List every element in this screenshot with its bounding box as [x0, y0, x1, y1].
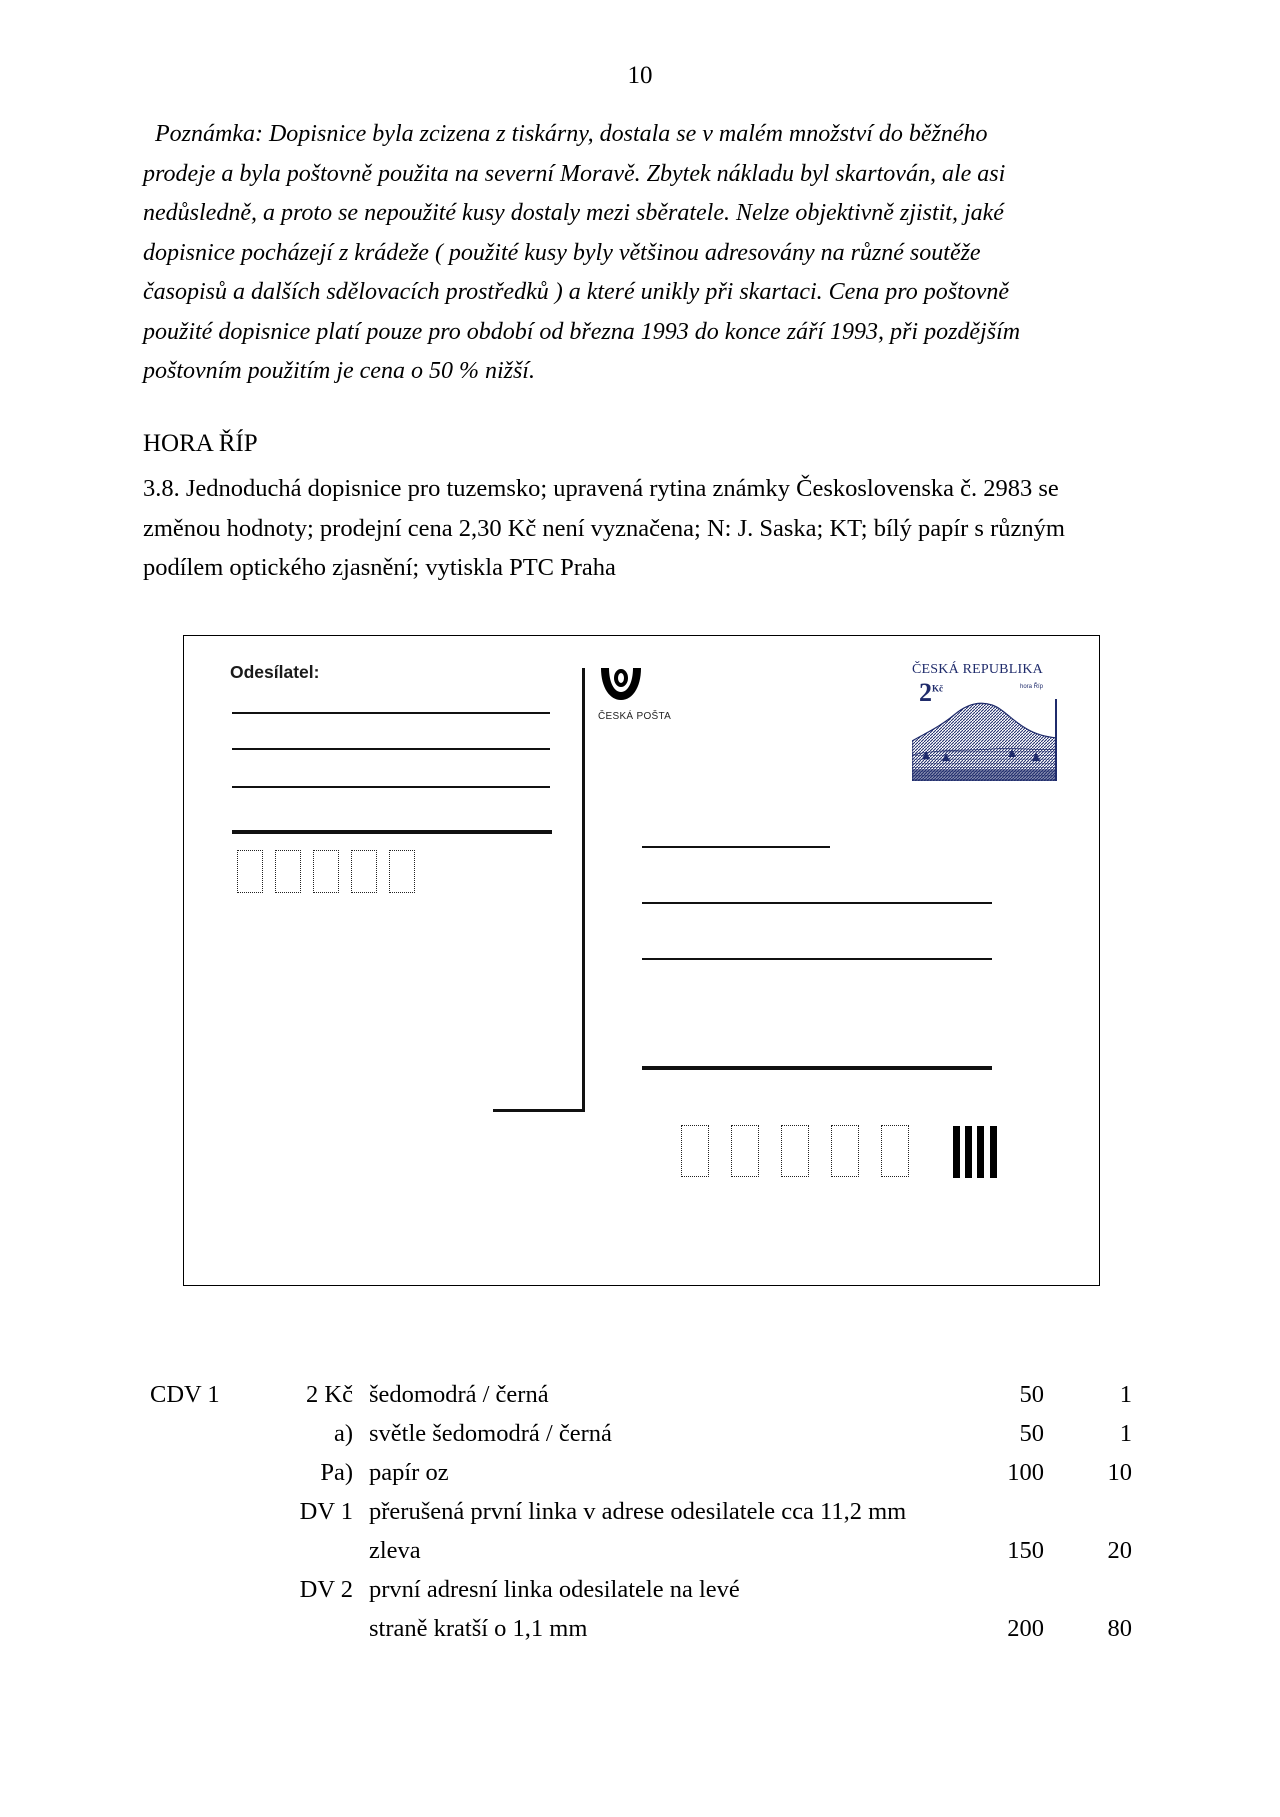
stamp-currency: Kč [932, 683, 943, 694]
sender-line [232, 786, 550, 788]
recipient-line [642, 902, 992, 904]
row-desc: zleva [369, 1537, 421, 1564]
table-row [0, 1420, 1280, 1456]
row-desc: papír oz [369, 1459, 449, 1486]
postcard-image [183, 635, 1100, 1286]
recipient-line [642, 846, 830, 848]
table-row [0, 1381, 1280, 1417]
note-line: použité dopisnice platí pouze pro období od března 1993 do konce září 1993, při pozdějším [143, 318, 1021, 345]
divider-vertical [582, 668, 585, 1112]
note-paragraph [143, 115, 1141, 392]
row-price-unused: 150 [1007, 1537, 1044, 1564]
sender-zip-box [237, 850, 263, 893]
row-price-used: 1 [1119, 1420, 1132, 1447]
row-code: CDV 1 [150, 1381, 220, 1408]
table-row [0, 1459, 1280, 1495]
row-desc: šedomodrá / černá [369, 1381, 549, 1408]
note-line: časopisů a dalších sdělovacích prostředků ) a které unikly při skartaci. Cena pro poštovně [143, 279, 1010, 305]
mountain-engraving-icon [912, 691, 1057, 781]
sender-label: Odesílatel: [230, 662, 320, 682]
row-value: 2 Kč [306, 1381, 353, 1408]
row-value: a) [333, 1420, 353, 1447]
row-price-used: 10 [1107, 1459, 1132, 1486]
recipient-zip-box [681, 1125, 709, 1177]
recipient-line [642, 958, 992, 960]
row-price-unused: 100 [1007, 1459, 1044, 1486]
recipient-line-bold [642, 1066, 992, 1070]
description-paragraph [143, 469, 1143, 588]
section-heading: HORA ŘÍP [143, 430, 258, 457]
barcode-bar [977, 1126, 984, 1178]
row-desc: přerušená první linka v adrese odesilatele cca 11,2 mm [369, 1498, 907, 1525]
recipient-zip-box [881, 1125, 909, 1177]
stamp-value-number: 2 [919, 678, 932, 707]
post-horn-logo-icon [598, 662, 644, 706]
recipient-zip-box [731, 1125, 759, 1177]
page-number: 10 [627, 62, 653, 89]
row-price-unused: 50 [1019, 1381, 1044, 1408]
row-price-used: 1 [1119, 1381, 1132, 1408]
note-line: dopisnice pocházejí z krádeže ( použité kusy byly většinou adresovány na různé soutěže [143, 239, 981, 266]
sender-zip-box [275, 850, 301, 893]
row-value: Pa) [320, 1459, 353, 1486]
barcode-bar [953, 1126, 960, 1178]
barcode-bar [990, 1126, 997, 1178]
sender-line [232, 748, 550, 750]
divider-foot [493, 1109, 584, 1112]
table-row [0, 1537, 1280, 1573]
row-price-unused: 50 [1019, 1420, 1044, 1447]
row-desc: první adresní linka odesilatele na levé [369, 1576, 740, 1603]
post-name-label: ČESKÁ POŠTA [598, 711, 672, 722]
sender-line-bold [232, 830, 552, 834]
sender-zip-box [313, 850, 339, 893]
description-line: 3.8. Jednoduchá dopisnice pro tuzemsko; upravená rytina známky Československa č. 2983 se [143, 475, 1059, 502]
table-row [0, 1498, 1280, 1534]
note-line: prodeje a byla poštovně použita na severní Moravě. Zbytek nákladu byl skartován, ale asi [143, 160, 1006, 187]
row-price-unused: 200 [1007, 1615, 1044, 1642]
recipient-zip-box [781, 1125, 809, 1177]
row-value: DV 2 [299, 1576, 353, 1603]
barcode-bar [965, 1126, 972, 1178]
sender-zip-box [351, 850, 377, 893]
row-value: DV 1 [299, 1498, 353, 1525]
table-row [0, 1576, 1280, 1612]
stamp-country: ČESKÁ REPUBLIKA [912, 662, 1043, 677]
note-line: Poznámka: Dopisnice byla zcizena z tiskárny, dostala se v malém množství do běžného [155, 121, 988, 147]
row-price-used: 80 [1107, 1615, 1132, 1642]
table-row [0, 1615, 1280, 1651]
sender-zip-box [389, 850, 415, 893]
description-line: změnou hodnoty; prodejní cena 2,30 Kč není vyznačena; N: J. Saska; KT; bílý papír s různým [143, 514, 1065, 542]
row-desc: světle šedomodrá / černá [369, 1420, 612, 1447]
sender-line [232, 712, 550, 714]
description-line: podílem optického zjasnění; vytiskla PTC Praha [143, 554, 616, 581]
note-line: nedůsledně, a proto se nepoužité kusy dostaly mezi sběratele. Nelze objektivně zjistit, jaké [143, 200, 1004, 226]
row-price-used: 20 [1107, 1537, 1132, 1564]
stamp-caption: hora Říp [1020, 684, 1044, 690]
row-desc: straně kratší o 1,1 mm [369, 1615, 588, 1642]
recipient-zip-box [831, 1125, 859, 1177]
note-line: poštovním použitím je cena o 50 % nižší. [143, 358, 535, 384]
